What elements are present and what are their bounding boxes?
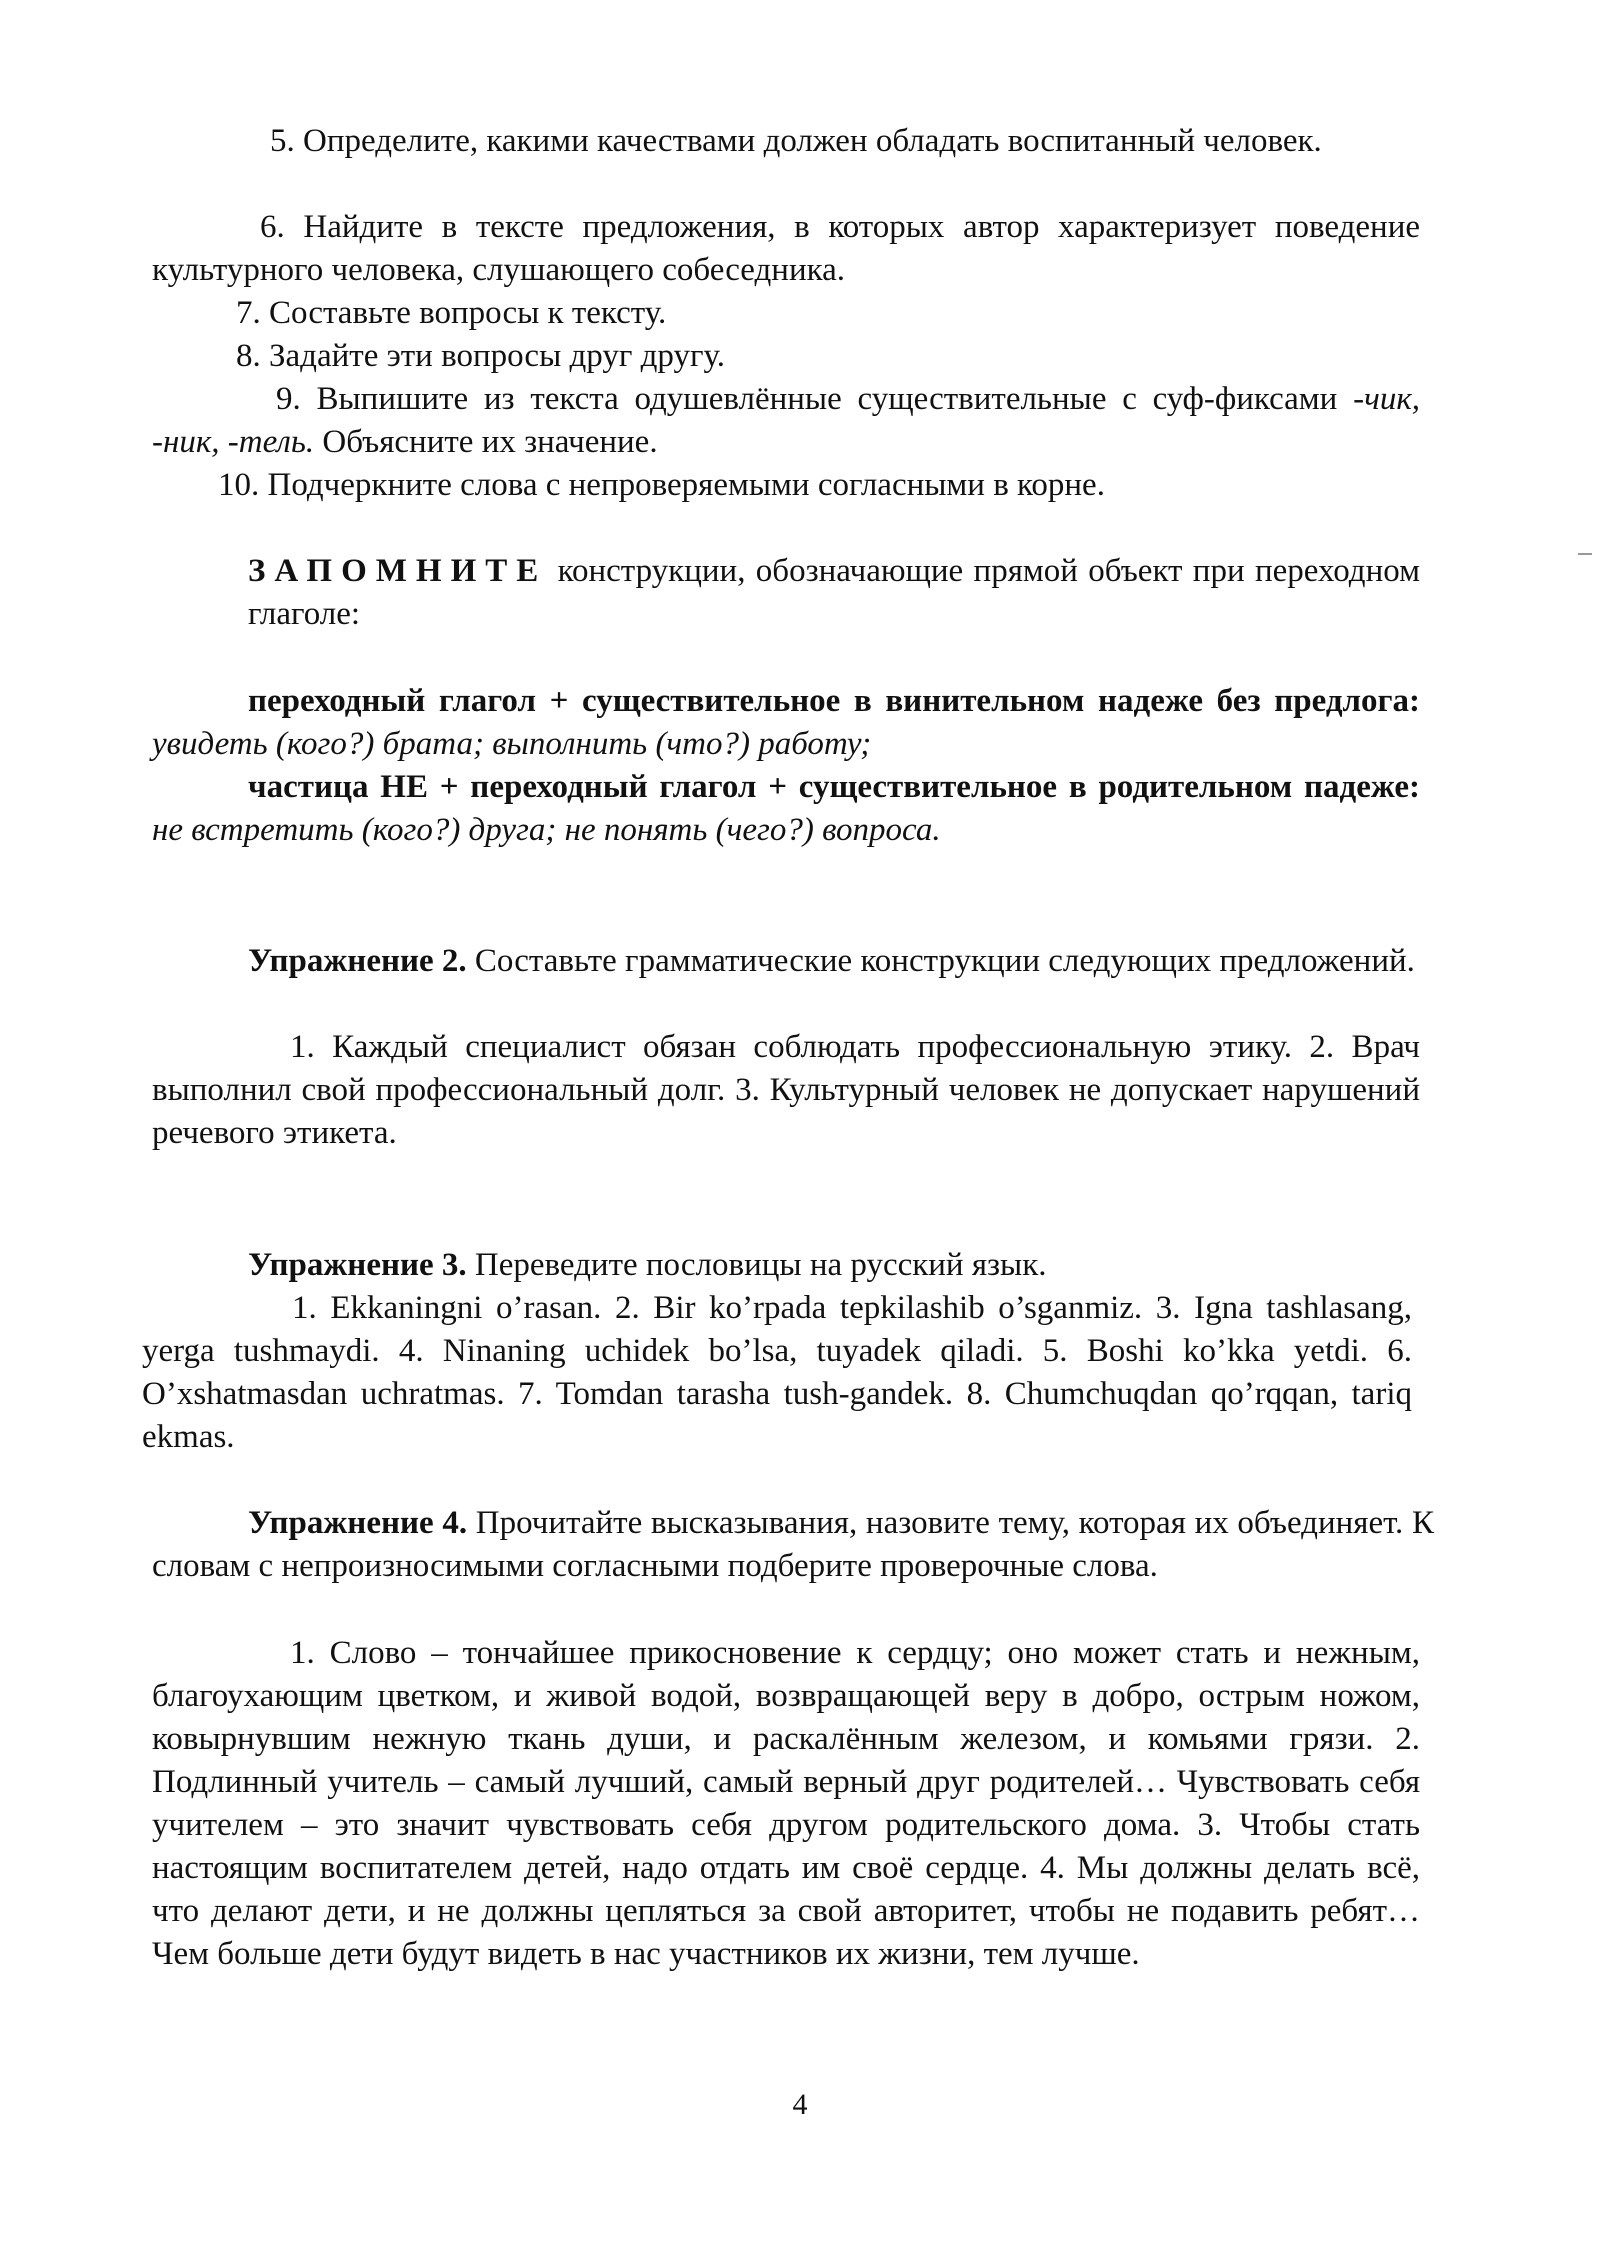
exercise-4-quotes: 1. Слово – тончайшее прикосновение к сердцу; оно может стать и нежным, благоухающим цветком, и живой водой, возвращающей веру в добро, острым ножом, ковырнувшим нежную ткань души, и раскалённым железом, и комьями грязи. 2. Подлинный учитель – самый лучший, самый верный друг родителей… Чувствовать себя учителем – это значит чувствовать себя другом родительского дома. 3. Чтобы стать настоящим воспитателем детей, надо отдать им своё сердце. 4. Мы должны делать всё, что делают дети, и не должны цепляться за свой авторитет, чтобы не подавить ребят… Чем больше дети будут видеть в нас участников их жизни, тем лучше. [152, 1635, 1420, 1972]
exercise-2-body [152, 1026, 1420, 1155]
exercise-4-label: Упражнение 4. [248, 1505, 468, 1541]
remember-text: конструкции, обозначающие прямой объект при переходном глаголе: [248, 553, 1420, 632]
question-number: 9. [276, 381, 301, 417]
exercise-2-sentences: 1. Каждый специалист обязан соблюдать профессиональную этику. 2. Врач выполнил свой профессиональный долг. 3. Культурный человек не допускает нарушений речевого этикета. [152, 1029, 1420, 1151]
page-number: 4 [792, 2088, 808, 2121]
exercise-4-body [152, 1632, 1420, 1976]
question-number: 7. [236, 295, 261, 331]
exercise-3-proverbs: 1. Ekkaningni o’rasan. 2. Bir ko’rpada tepkilashib o’sganmiz. 3. Igna tashlasang, yerga tushmaydi. 4. Ninaning uchidek bo’lsa, tuyadek qiladi. 5. Boshi ko’kka yetdi. 6. O’xshatmasdan uchratmas. 7. Tomdan tarasha tush-gandek. 8. Chumchuqdan qo’rqqan, tariq ekmas. [142, 1290, 1412, 1455]
question-text: Составьте вопросы к тексту. [269, 295, 667, 331]
rule-1-example: увидеть (кого?) брата; выполнить (что?) работу; [152, 726, 872, 762]
exercise-3-task [152, 1244, 1420, 1287]
question-text-tail: Объясните их значение. [314, 424, 658, 460]
rule-2-construction: частица НЕ + переходный глагол + существительное в родительном падеже: [248, 769, 1420, 805]
question-number: 8. [236, 338, 261, 374]
remember-intro [248, 550, 1420, 636]
question-9 [152, 378, 1420, 464]
question-5 [152, 120, 1420, 163]
exercise-3-label: Упражнение 3. [248, 1247, 467, 1283]
rule-1-construction: переходный глагол + существительное в винительном надеже без предлога: [248, 683, 1420, 719]
rule-2 [152, 766, 1420, 852]
question-text: Выпишите из текста одушевлённые существительные с суф-фиксами [316, 381, 1354, 417]
exercise-2-label: Упражнение 2. [248, 943, 467, 979]
exercise-4-instruction: Прочитайте высказывания, назовите тему, которая их объединяет. К словам с непроизносимыми согласными подберите проверочные слова. [152, 1505, 1434, 1584]
exercise-2-instruction: Составьте грамматические конструкции следующих предложений. [466, 943, 1415, 979]
exercise-2-task [152, 940, 1420, 983]
remember-heading: ЗАПОМНИТЕ [248, 553, 548, 589]
question-text: Определите, какими качествами должен обладать воспитанный человек. [303, 123, 1322, 159]
margin-mark [1578, 553, 1592, 555]
exercise-4-task [152, 1502, 1434, 1588]
question-8 [152, 335, 1420, 378]
question-number: 5. [270, 123, 295, 159]
rule-1 [152, 680, 1420, 766]
question-text: Подчеркните слова с непроверяемыми согласными в корне. [267, 467, 1105, 503]
question-text: Найдите в тексте предложения, в которых автор характеризует поведение культурного человека, слушающего собеседника. [152, 209, 1421, 288]
suffix-list: -чик, -ник, -тель. [152, 381, 1421, 460]
question-10 [152, 464, 1420, 507]
question-number: 10. [218, 467, 260, 503]
exercise-3-instruction: Переведите пословицы на русский язык. [466, 1247, 1047, 1283]
question-number: 6. [260, 209, 285, 245]
exercise-3-body [142, 1287, 1412, 1459]
question-text: Задайте эти вопросы друг другу. [269, 338, 725, 374]
question-6 [152, 206, 1420, 292]
rule-2-example: не встретить (кого?) друга; не понять (чего?) вопроса. [152, 812, 941, 848]
question-7 [152, 292, 1420, 335]
